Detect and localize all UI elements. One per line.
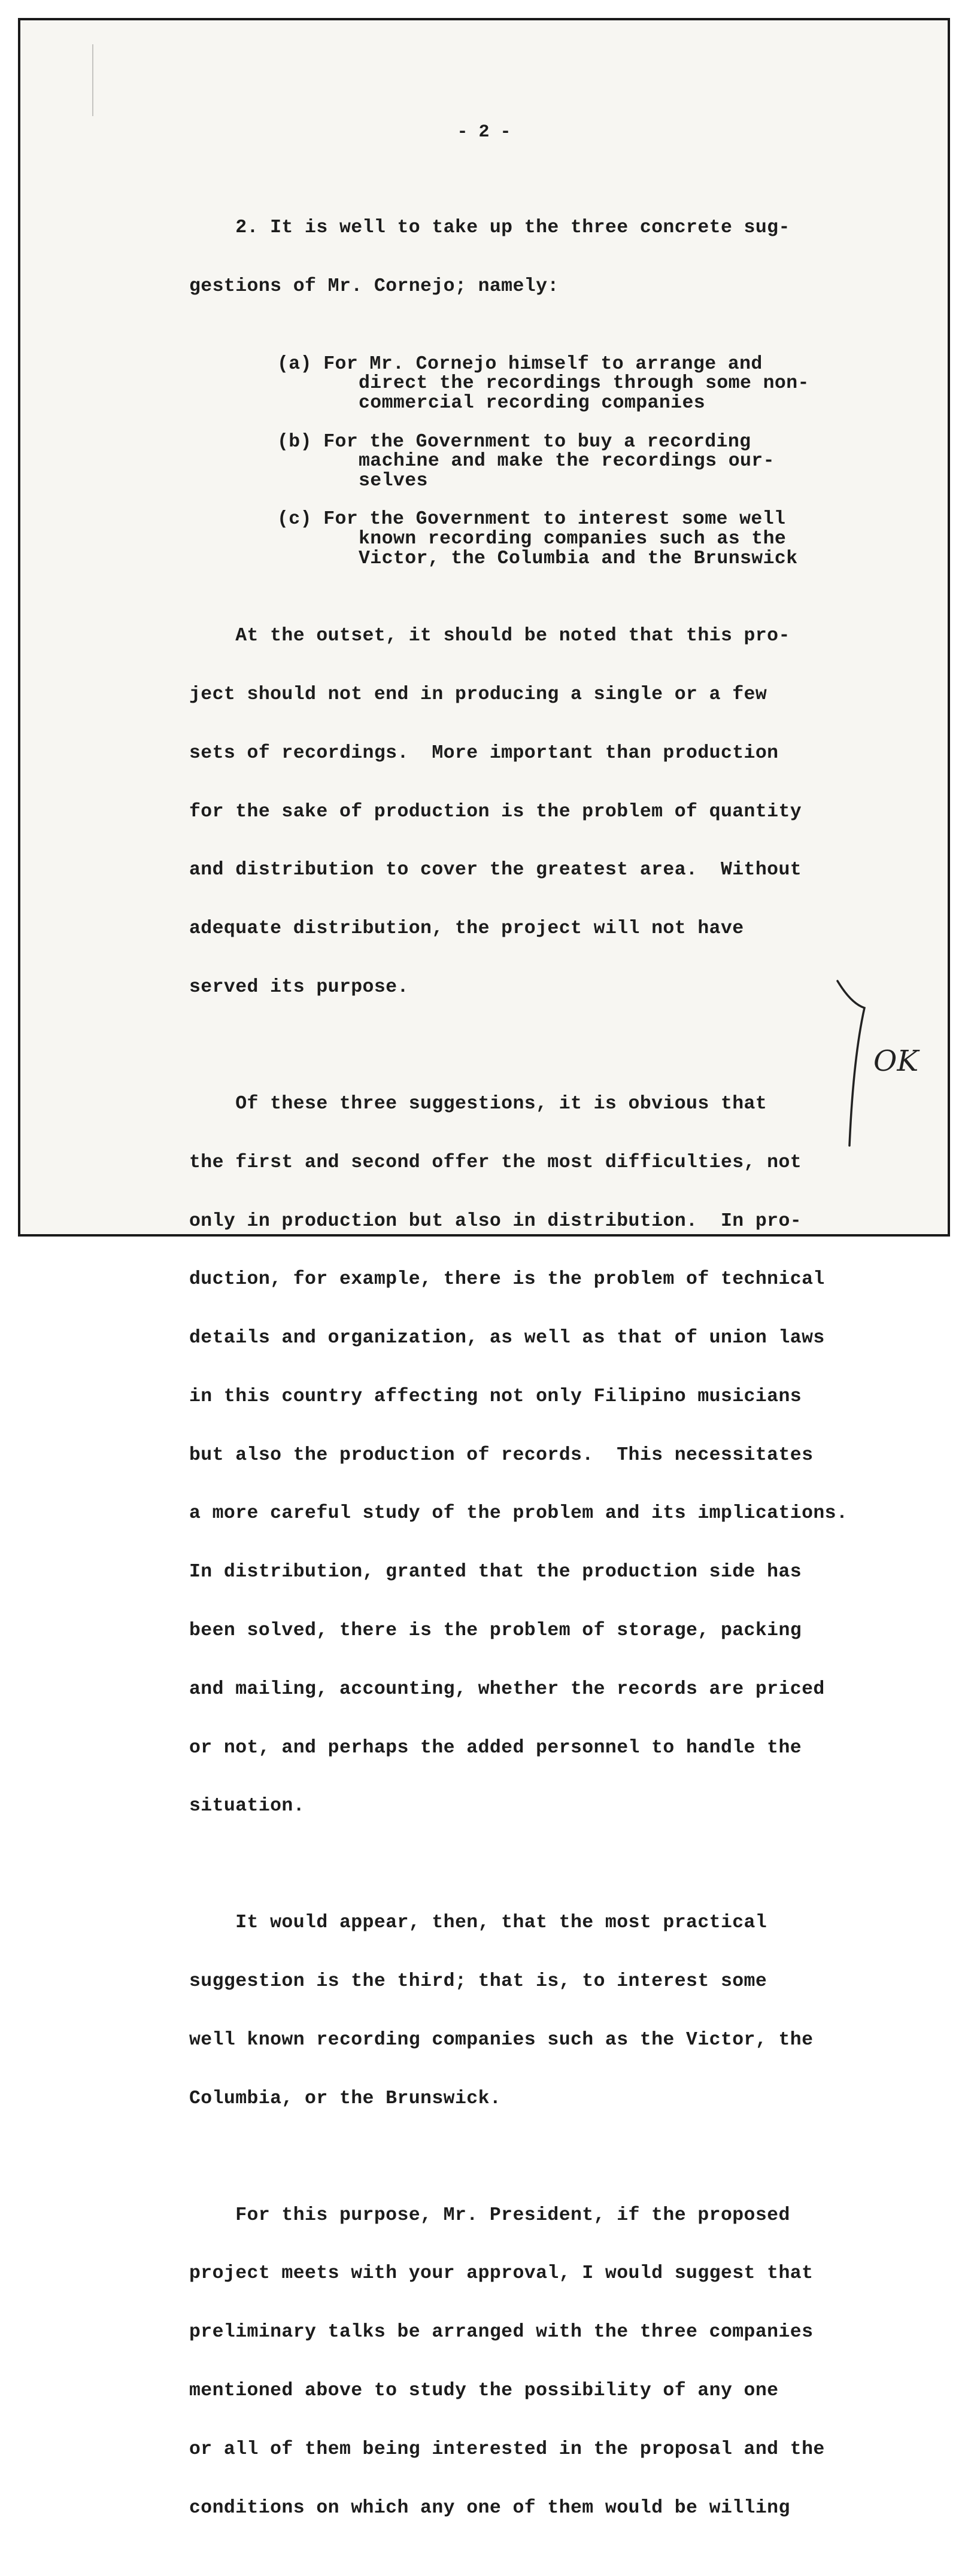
text-line: or all of them being interested in the proposal and the xyxy=(189,2438,825,2460)
text-line: ject should not end in producing a single or a few xyxy=(189,684,767,706)
text-line: adequate distribution, the project will not have xyxy=(189,918,744,940)
text-line: preliminary talks be arranged with the three companies xyxy=(189,2322,814,2343)
paragraph-purpose xyxy=(189,2167,884,2557)
text-line: 2. It is well to take up the three concrete sug- xyxy=(189,217,790,239)
text-line: known recording companies such as the xyxy=(359,528,787,549)
text-line: in this country affecting not only Filipino musicians xyxy=(189,1386,802,1407)
paragraph-intro xyxy=(189,180,884,336)
text-line: At the outset, it should be noted that this pro- xyxy=(189,625,790,647)
suggestion-a xyxy=(189,355,884,414)
text-line: conditions on which any one of them would be willing xyxy=(189,2497,790,2519)
text-line: (b) For the Government to buy a recording xyxy=(277,431,751,452)
handwritten-ok-text: OK xyxy=(873,1044,919,1078)
text-line: and distribution to cover the greatest area. Without xyxy=(189,859,802,881)
letter-body xyxy=(189,180,884,2576)
scan-artifact-line xyxy=(92,44,93,116)
text-line: direct the recordings through some non- xyxy=(359,373,809,394)
text-line: well known recording companies such as the Victor, the xyxy=(189,2029,814,2051)
paragraph-difficulties xyxy=(189,1056,884,1855)
handwritten-bracket-ok-mark xyxy=(832,981,921,1149)
text-line: only in production but also in distribution. In pro- xyxy=(189,1210,802,1232)
text-line: and mailing, accounting, whether the records are priced xyxy=(189,1678,825,1700)
text-line: (c) For the Government to interest some well xyxy=(277,509,786,530)
text-line: served its purpose. xyxy=(189,976,409,998)
text-line: In distribution, granted that the production side has xyxy=(189,1562,802,1583)
text-line: gestions of Mr. Cornejo; namely: xyxy=(189,275,559,297)
text-line: It would appear, then, that the most practical xyxy=(189,1912,767,1934)
text-line: sets of recordings. More important than production xyxy=(189,742,779,764)
text-line: but also the production of records. This necessitates xyxy=(189,1444,814,1466)
page-number: - 2 - xyxy=(457,122,511,142)
text-line: a more careful study of the problem and its implications. xyxy=(189,1503,848,1524)
text-line: Victor, the Columbia and the Brunswick xyxy=(359,548,798,569)
text-line: commercial recording companies xyxy=(359,392,706,414)
text-line: selves xyxy=(359,470,428,491)
suggestion-c xyxy=(189,510,884,569)
text-line: mentioned above to study the possibility of any one xyxy=(189,2380,779,2401)
text-line: been solved, there is the problem of storage, packing xyxy=(189,1620,802,1641)
text-line: the first and second offer the most difficulties, not xyxy=(189,1152,802,1173)
text-line: (a) For Mr. Cornejo himself to arrange and xyxy=(277,353,763,375)
document-frame xyxy=(18,18,950,2519)
text-line: details and organization, as well as that of union laws xyxy=(189,1328,825,1349)
text-line: machine and make the recordings our- xyxy=(359,451,775,472)
text-line: Columbia, or the Brunswick. xyxy=(189,2088,502,2109)
text-line: project meets with your approval, I would suggest that xyxy=(189,2263,814,2285)
text-line: for the sake of production is the problem of quantity xyxy=(189,801,802,822)
text-line: situation. xyxy=(189,1796,305,1817)
paragraph-practical xyxy=(189,1875,884,2147)
text-line: or not, and perhaps the added personnel to handle the xyxy=(189,1737,802,1758)
paragraph-outset xyxy=(189,588,884,1037)
text-line: suggestion is the third; that is, to interest some xyxy=(189,1971,767,1992)
text-line: Of these three suggestions, it is obvious that xyxy=(189,1093,767,1114)
suggestion-b xyxy=(189,433,884,491)
document-page xyxy=(20,20,948,2519)
text-line: duction, for example, there is the problem of technical xyxy=(189,1269,825,1290)
text-line: For this purpose, Mr. President, if the proposed xyxy=(189,2204,790,2226)
